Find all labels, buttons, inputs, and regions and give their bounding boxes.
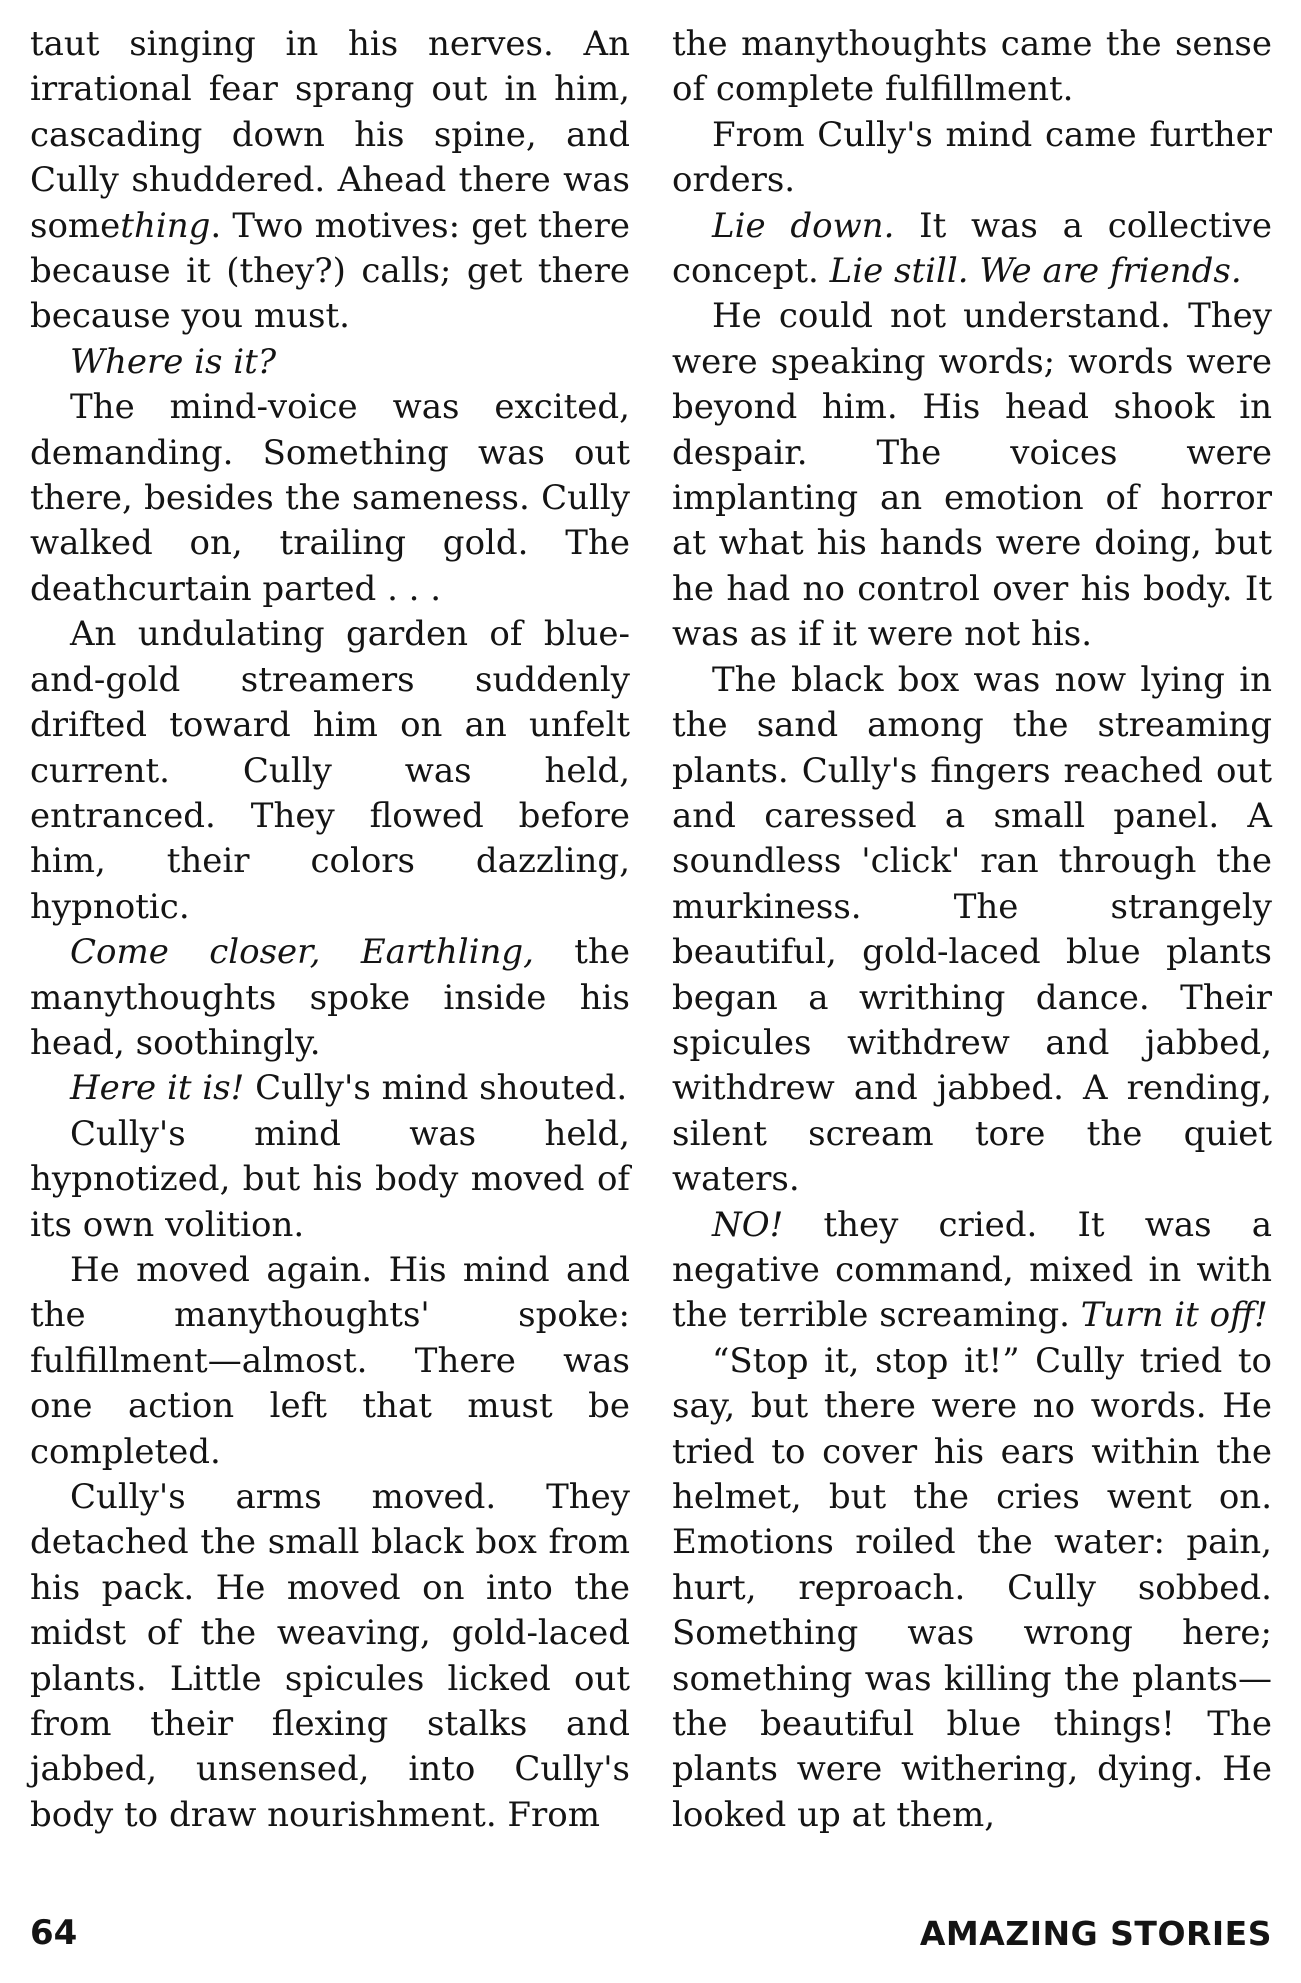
text-run: It was a collective concept. — [672, 205, 1272, 292]
paragraph — [30, 1475, 630, 1838]
text-run: The black box was now lying in the sand among the streaming plants. Cully's fingers reached out and caressed a small panel. A soundless 'click' ran through the murkiness. The strangely beautiful, gold-laced blue plants began a writhing dance. Their spicules withdrew and jabbed, withdrew and jabbed. A rending, silent scream tore the quiet waters. — [672, 659, 1272, 1200]
text-run: . Two motives: get there because it (they?) calls; get there because you must. — [30, 205, 630, 337]
page-footer — [30, 1910, 1272, 1956]
text-run: they cried. It was a negative command, mixed in with the terrible screaming. — [672, 1204, 1272, 1336]
italic-text: thing — [120, 205, 211, 246]
page-number: 64 — [30, 1913, 78, 1953]
paragraph — [30, 340, 630, 385]
italic-text: Lie down. — [712, 205, 895, 246]
italic-text: Here it is! — [70, 1068, 245, 1109]
text-run: He moved again. His mind and the manythoughts' spoke: fulfillment—almost. There was one action left that must be completed. — [30, 1249, 630, 1472]
right-column — [672, 22, 1272, 1838]
paragraph — [30, 385, 630, 612]
paragraph — [30, 930, 630, 1066]
paragraph — [30, 1066, 630, 1111]
italic-text: Lie still. We are friends. — [829, 251, 1242, 292]
text-run: taut singing in his nerves. An irrational fear sprang out in him, cascading down his spine, and Cully shuddered. Ahead there was some — [30, 24, 630, 246]
italic-text: Where is it? — [70, 341, 277, 382]
paragraph — [672, 658, 1272, 1203]
italic-text: Come closer, Earthling, — [70, 932, 534, 973]
text-run: Cully's arms moved. They detached the small black box from his pack. He moved on into the midst of the weaving, gold-laced plants. Little spicules licked out from their flexing stalks and jabbed, unsensed, into Cully's body to draw nourishment. From — [30, 1477, 630, 1835]
text-run: An undulating garden of blue-and-gold streamers suddenly drifted toward him on an unfelt current. Cully was held, entranced. They flowed before him, their colors dazzling, hypnotic. — [30, 614, 630, 927]
left-column — [30, 22, 630, 1838]
paragraph — [672, 113, 1272, 204]
text-run: the manythoughts spoke inside his head, soothingly. — [30, 932, 630, 1063]
paragraph — [30, 612, 630, 930]
paragraph — [672, 294, 1272, 657]
text-run: “Stop it, stop it!” Cully tried to say, but there were no words. He tried to cover his ears within the helmet, but the cries went on. Emotions roiled the water: pain, hurt, reproach. Cully sobbed. Something was wrong here; something was killing the plants—the beautiful blue things! The plants were withering, dying. He looked up at them, — [672, 1340, 1272, 1835]
paragraph — [30, 1112, 630, 1248]
paragraph — [672, 1203, 1272, 1339]
paragraph — [672, 204, 1272, 295]
text-run: Cully's mind shouted. — [244, 1068, 628, 1109]
text-run: The mind-voice was excited, demanding. Something was out there, besides the sameness. Cully walked on, trailing gold. The deathcurtain parted . . . — [30, 387, 630, 609]
paragraph — [672, 22, 1272, 113]
text-run: He could not understand. They were speaking words; words were beyond him. His head shook in despair. The voices were implanting an emotion of horror at what his hands were doing, but he had no control over his body. It was as if it were not his. — [672, 296, 1272, 655]
italic-text: NO! — [712, 1204, 784, 1245]
paragraph — [30, 22, 630, 340]
text-run: the manythoughts came the sense of complete fulfillment. — [672, 24, 1272, 110]
running-head: AMAZING STORIES — [919, 1913, 1272, 1953]
text-run: Cully's mind was held, hypnotized, but his body moved of its own volition. — [30, 1113, 630, 1245]
paragraph — [30, 1248, 630, 1475]
paragraph — [672, 1339, 1272, 1838]
text-run: From Cully's mind came further orders. — [672, 114, 1272, 201]
italic-text: Turn it off! — [1080, 1295, 1268, 1336]
